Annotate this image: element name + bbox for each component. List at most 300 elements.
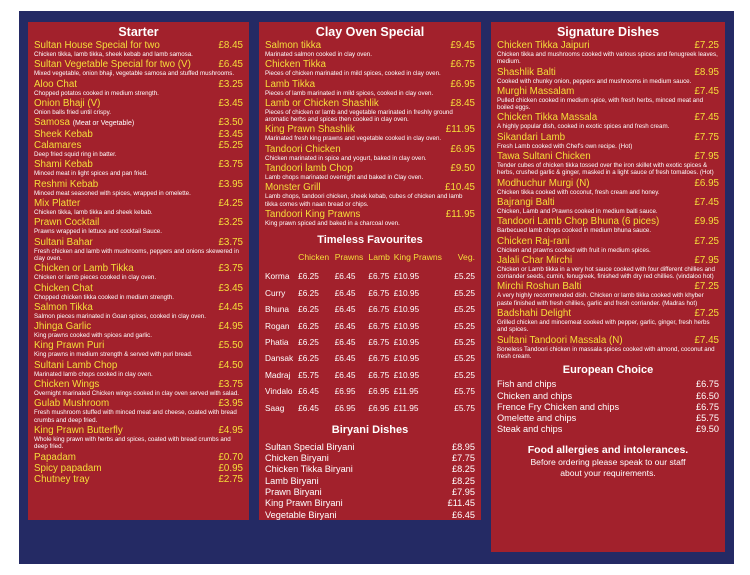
menu-item-name-text: Samosa [34, 117, 70, 129]
menu-item [34, 379, 243, 397]
menu-item-name [34, 217, 99, 228]
menu-item-price: £3.75 [218, 379, 243, 391]
price-cell: £10.95 [393, 271, 420, 282]
price-cell: £6.45 [334, 337, 356, 348]
menu-item-description: Chicken or Lamb tikka in a very hot sauce cooked with four different chillies and corriander seeds, cumin, fenugreek, finished with dry red chillies. (vindaloo hot) [497, 265, 715, 281]
menu-item-name [497, 151, 591, 162]
menu-item-name: Sultan Special Biryani [265, 441, 355, 452]
menu-item-price: £7.95 [694, 151, 719, 163]
menu-item-name-text: Mirchi Roshun Balti [497, 281, 582, 293]
menu-item-name: King Prawn Biryani [265, 498, 343, 509]
dish-name-cell: Phatia [265, 337, 289, 348]
menu-item-price: £7.45 [694, 196, 719, 208]
menu-item-name: Steak and chips [497, 424, 563, 435]
menu-item-name [497, 197, 555, 208]
menu-item-name [497, 335, 623, 346]
price-cell: £6.75 [368, 287, 390, 298]
menu-item-name-text: Tandoori lamb Chop [265, 163, 353, 175]
table-row [265, 350, 475, 366]
menu-item-head [265, 163, 475, 174]
menu-item-price: £7.25 [694, 235, 719, 247]
menu-item-head [497, 40, 719, 51]
menu-item-name [497, 86, 574, 97]
dish-name-cell: Vindalo [265, 386, 293, 397]
price-cell: £6.25 [298, 287, 319, 298]
menu-item-head [34, 117, 243, 129]
menu-item-name [34, 59, 191, 70]
menu-item-name-text: Chicken Wings [34, 379, 100, 391]
menu-item-description: Chicken or lamb pieces cooked in clay oven. [34, 274, 157, 282]
menu-item-price: £8.45 [218, 40, 243, 51]
menu-item-head [265, 59, 475, 70]
menu-item-head [497, 281, 719, 292]
menu-item-name: Chicken and chips [497, 390, 573, 401]
price-cell: £5.75 [454, 402, 475, 413]
price-cell: £6.95 [334, 402, 356, 413]
menu-item-name-text: Chicken or Lamb Tikka [34, 263, 134, 275]
menu-item-name-text: Sultani Tandoori Massala (N) [497, 334, 623, 346]
price-cell: £6.95 [368, 386, 390, 397]
menu-item-name [34, 425, 123, 436]
clay-oven-title: Clay Oven Special [315, 25, 425, 39]
menu-item-head [34, 398, 243, 409]
menu-item-name: Prawn Biryani [265, 486, 322, 497]
menu-item-head [34, 129, 243, 140]
menu-item-name-text: Modhuchur Murgi (N) [497, 177, 590, 189]
menu-item [34, 198, 243, 216]
menu-item-head [34, 360, 243, 371]
menu-item [265, 209, 475, 227]
menu-item-price: £4.25 [218, 198, 243, 210]
menu-item [497, 379, 719, 390]
price-cell: £6.25 [298, 271, 319, 282]
menu-item-head [34, 237, 243, 248]
price-cell: £6.45 [334, 271, 356, 282]
menu-item-price: £9.50 [696, 424, 719, 435]
menu-item-head [497, 216, 719, 227]
menu-item [265, 487, 475, 498]
menu-item-price: £6.95 [450, 78, 475, 90]
starter-title: Starter [118, 25, 159, 39]
menu-item-description: Mixed vegetable, onion bhaji, vegetable samosa and stuffed mushrooms. [34, 70, 235, 78]
menu-item-name: Lamb Biryani [265, 475, 319, 486]
menu-item-head [265, 144, 475, 155]
menu-item-price: £3.75 [218, 236, 243, 248]
menu-item [265, 163, 475, 181]
menu-item [497, 424, 719, 435]
menu-item-name [265, 144, 341, 155]
menu-item-name [265, 124, 355, 135]
menu-item-head [34, 79, 243, 90]
menu-item-name-text: Sultan House Special for two [34, 40, 160, 51]
menu-item-head [34, 140, 243, 151]
menu-item-name [497, 281, 581, 292]
menu-item-name-text: Aloo Chat [34, 78, 78, 90]
timeless-column-header: Veg. [457, 252, 475, 263]
price-cell: £5.25 [454, 353, 475, 364]
menu-item-price: £8.25 [452, 475, 475, 486]
menu-item-description: Cooked with chunky onion, peppers and mushrooms in medium sauce. [497, 77, 692, 85]
menu-item-description: A highly popular dish, cooked in exotic spices and fresh cream. [497, 123, 670, 131]
menu-item [497, 86, 719, 112]
menu-item-name-text: Calamares [34, 140, 82, 152]
menu-item [34, 474, 243, 485]
menu-item-price: £7.25 [694, 281, 719, 293]
menu-item [265, 510, 475, 520]
price-cell: £10.95 [393, 287, 420, 298]
menu-item [497, 40, 719, 66]
price-cell: £10.95 [393, 320, 420, 331]
menu-item [34, 217, 243, 235]
menu-item-description: Fresh mushroom stuffed with minced meat and cheese, coated with bread crumbs and deep fried. [34, 409, 237, 424]
menu-item-name: Fish and chips [497, 379, 557, 390]
table-row [265, 301, 475, 317]
menu-item-head [265, 182, 475, 193]
price-cell: £6.75 [368, 304, 390, 315]
menu-item-description: Chopped potatos cooked in medium strength. [34, 89, 159, 97]
menu-item-name [497, 178, 590, 189]
menu-item-description: Chicken tikka and mushrooms cooked with various spices and fenugreek leaves, medium. [497, 51, 718, 66]
table-row [265, 334, 475, 350]
menu-item-price: £3.25 [218, 217, 243, 229]
starter-list [34, 40, 243, 485]
menu-item-head [265, 124, 475, 135]
menu-item-name-text: Sultani Bahar [34, 236, 93, 248]
menu-item-price: £9.50 [450, 163, 475, 175]
menu-item-name-text: Papadam [34, 451, 76, 463]
menu-item-description: Chicken marinated in spice and yogurt, baked in clay oven. [265, 154, 427, 162]
price-cell: £6.75 [368, 271, 390, 282]
menu-item-description: Grilled chicken and mincemeat cooked with pepper, garlic, ginger, fresh herbs and spices. [497, 319, 710, 334]
menu-item [265, 59, 475, 77]
menu-item-price: £6.75 [450, 59, 475, 71]
menu-item-description: Deep fried squid ring in batter. [34, 151, 117, 159]
menu-item-name-text: Salmon Tikka [34, 301, 93, 313]
biryani-list [265, 442, 475, 520]
menu-item-name-text: Chicken Chat [34, 282, 93, 294]
menu-item-head [497, 86, 719, 97]
menu-item-head [34, 263, 243, 274]
menu-item-name [497, 216, 659, 227]
menu-item-price: £5.75 [696, 413, 719, 424]
menu-item-head [34, 425, 243, 436]
menu-item-price: £11.95 [445, 208, 475, 220]
menu-item-head [34, 340, 243, 351]
price-cell: £5.25 [454, 287, 475, 298]
menu-item [34, 463, 243, 474]
menu-item-head [265, 209, 475, 220]
menu-item-price: £3.25 [218, 78, 243, 90]
menu-item-head [497, 112, 719, 123]
menu-item [34, 129, 243, 140]
menu-item-description: Marinated salmon cooked in clay oven. [265, 51, 372, 58]
menu-item-description: King prawns cooked with spices and garlic. [34, 332, 152, 340]
menu-item-description: Overnight marinated Chicken wings cooked in clay oven served with salad. [34, 390, 239, 398]
menu-item-name [34, 474, 90, 485]
menu-item-head [497, 67, 719, 78]
menu-item-price: £6.50 [696, 390, 719, 401]
menu-item-name-text: Shashlik Balti [497, 66, 556, 78]
menu-item-price: £3.45 [218, 97, 243, 109]
menu-item-name [497, 236, 569, 247]
menu-item-name [34, 40, 160, 51]
european-list [497, 379, 719, 435]
menu-item-description: Marinated lamb chops cooked in clay oven. [34, 370, 153, 378]
timeless-table [265, 252, 475, 416]
menu-item-price: £3.75 [218, 159, 243, 171]
menu-item-price: £0.70 [218, 451, 243, 463]
menu-item-name-text: Onion Bhaji (V) [34, 97, 101, 109]
menu-item-price: £5.50 [218, 340, 243, 352]
menu-item [34, 237, 243, 263]
menu-item-price: £3.95 [218, 178, 243, 190]
menu-item-name-text: Reshmi Kebab [34, 178, 99, 190]
menu-item-description: King prawns in medium strength & served with puri bread. [34, 351, 193, 359]
menu-item [265, 40, 475, 58]
price-cell: £5.25 [454, 271, 475, 282]
allergy-line-2: about your requirements. [560, 467, 656, 478]
menu-item [34, 40, 243, 58]
menu-item-head [34, 198, 243, 209]
table-row [265, 268, 475, 284]
price-cell: £11.95 [393, 386, 419, 397]
menu-item-head [265, 79, 475, 90]
menu-item-price: £4.45 [218, 301, 243, 313]
menu-item-description: Lamb chops marinated overnight and baked in Clay oven. [265, 174, 424, 182]
menu-item-description: Onion balls fried until crispy. [34, 108, 111, 116]
menu-item [34, 425, 243, 451]
menu-item-price: £3.45 [218, 129, 243, 141]
menu-item [497, 178, 719, 196]
menu-item-name [34, 379, 99, 390]
menu-item-price: £0.95 [218, 462, 243, 474]
clay-oven-panel [259, 22, 481, 520]
menu-item-description: Minced meat seasoned with spices, wrapped in omelette. [34, 189, 191, 197]
menu-item-price: £6.45 [452, 509, 475, 520]
menu-item-price: £10.45 [445, 182, 475, 194]
menu-item-name-text: Spicy papadam [34, 462, 102, 474]
menu-item-head [497, 178, 719, 189]
menu-item-name [497, 255, 572, 266]
menu-item-description: Pieces of lamb marinated in mild spices, cooked in clay oven. [265, 89, 434, 97]
menu-item [265, 442, 475, 453]
menu-item-description: Lamb chops, tandoori chicken, sheek kebab, cubes of chicken and lamb tikka comes with naan bread or chips. [265, 193, 463, 208]
menu-item-price: £2.75 [218, 473, 243, 485]
menu-item [265, 182, 475, 208]
menu-item [497, 236, 719, 254]
menu-item-name [34, 159, 93, 170]
timeless-title: Timeless Favourites [317, 234, 423, 247]
menu-item-head [497, 236, 719, 247]
price-cell: £6.45 [334, 287, 356, 298]
menu-item-price: £8.95 [694, 66, 719, 78]
price-cell: £6.25 [298, 320, 319, 331]
price-cell: £6.45 [334, 369, 356, 380]
menu-item [265, 464, 475, 475]
signature-title: Signature Dishes [556, 25, 660, 39]
price-cell: £5.75 [454, 386, 475, 397]
menu-item [265, 498, 475, 509]
menu-item [265, 453, 475, 464]
allergy-line-1: Before ordering please speak to our staff [530, 456, 686, 467]
price-cell: £6.75 [368, 353, 390, 364]
timeless-body [265, 268, 475, 416]
menu-item-description: King prawn spiced and baked in a charcoal oven. [265, 219, 400, 227]
menu-item-name [34, 302, 93, 313]
price-cell: £10.95 [393, 337, 420, 348]
price-cell: £6.45 [334, 353, 356, 364]
menu-item-name-text: Sheek Kebab [34, 129, 93, 141]
menu-item-price: £6.75 [696, 401, 719, 412]
menu-item [497, 391, 719, 402]
menu-item-price: £6.75 [696, 379, 719, 390]
price-cell: £6.25 [298, 304, 319, 315]
menu-item [497, 308, 719, 334]
menu-item-name-text: King Prawn Butterfly [34, 424, 123, 436]
menu-item-name-text: Sultan Vegetable Special for two (V) [34, 59, 191, 71]
menu-item [34, 117, 243, 129]
menu-item-name: Chicken Biryani [265, 453, 329, 464]
dish-name-cell: Bhuna [265, 304, 289, 315]
menu-item-price: £7.45 [694, 334, 719, 346]
menu-item-name [34, 129, 93, 140]
menu-item-name [497, 308, 571, 319]
timeless-header-row [265, 252, 475, 268]
menu-item-description: Pieces of chicken or lamb and vegetable marinated in freshly ground aromatic herbs and spices then cooked in clay oven. [265, 108, 453, 124]
menu-item-note: (Meat or Vegetable) [72, 120, 135, 128]
menu-item-head [34, 283, 243, 294]
menu-item-price: £7.95 [452, 486, 475, 497]
menu-item-name-text: Chicken Tikka Jaipuri [497, 40, 590, 51]
table-row [265, 285, 475, 301]
menu-item [265, 124, 475, 142]
menu-item [34, 79, 243, 97]
menu-item-name [265, 59, 326, 70]
timeless-column-header: King Prawns [393, 252, 442, 263]
menu-item-name [34, 360, 117, 371]
price-cell: £6.95 [368, 402, 390, 413]
menu-item-description: Whole king prawn with herbs and spices, coated with bread crumbs and deep fried. [34, 435, 231, 451]
menu-item-price: £9.95 [694, 216, 719, 228]
menu-item-price: £8.45 [450, 97, 475, 109]
timeless-column-header: Prawns [334, 252, 364, 263]
menu-item-price: £4.95 [218, 424, 243, 436]
menu-item [34, 263, 243, 281]
price-cell: £6.45 [298, 402, 319, 413]
menu-item-price: £11.95 [445, 124, 475, 136]
menu-item-name-text: King Prawn Puri [34, 340, 105, 352]
menu-item-name [265, 98, 379, 109]
menu-item-description: Chicken tikka cooked with coconut, fresh cream and honey. [497, 188, 660, 196]
menu-item-price: £7.45 [694, 112, 719, 124]
menu-item-name [497, 40, 590, 51]
menu-item-description: Chopped chicken tikka cooked in medium strength. [34, 293, 174, 301]
menu-item-description: Pieces of chicken marinated in mild spices, cooked in clay oven. [265, 70, 441, 78]
menu-item-name-text: Prawn Cocktail [34, 217, 100, 229]
menu-item-head [34, 98, 243, 109]
menu-item-head [34, 379, 243, 390]
menu-item-head [265, 40, 475, 51]
price-cell: £11.95 [393, 402, 419, 413]
allergy-title: Food allergies and intolerances. [527, 443, 689, 456]
menu-item-name-text: Shami Kebab [34, 159, 93, 171]
menu-item [34, 340, 243, 358]
dish-name-cell: Curry [265, 287, 286, 298]
menu-item-description: Boneless Tandoori chicken in massala spices cooked with almond, coconut and fresh cream. [497, 345, 715, 360]
price-cell: £6.45 [334, 320, 356, 331]
menu-item-name [34, 452, 76, 463]
menu-item-name [497, 67, 556, 78]
menu-item-name [34, 283, 93, 294]
menu-item [34, 59, 243, 77]
menu-item-head [497, 308, 719, 319]
menu-item-price: £7.25 [694, 308, 719, 320]
menu-item-price: £7.75 [452, 453, 475, 464]
menu-item-price: £3.75 [218, 263, 243, 275]
menu-item-name [265, 209, 360, 220]
menu-item-name [34, 79, 77, 90]
menu-item [265, 98, 475, 124]
menu-item-name-text: Badshahi Delight [497, 308, 572, 320]
price-cell: £10.95 [393, 369, 420, 380]
menu-item-description: Chicken, Lamb and Prawns cooked in medium balti sauce. [497, 207, 658, 215]
menu-item-description: Barbecued lamb chops cooked in medium bhuna sauce. [497, 227, 652, 235]
dish-name-cell: Madraj [265, 369, 291, 380]
price-cell: £6.45 [334, 304, 356, 315]
menu-item [497, 255, 719, 281]
menu-item-name-text: Jalali Char Mirchi [497, 254, 573, 266]
timeless-column-header [265, 252, 298, 268]
menu-item-price: £3.45 [218, 282, 243, 294]
menu-item [497, 112, 719, 130]
signature-panel [491, 22, 725, 552]
price-cell: £6.75 [368, 369, 390, 380]
menu-item-name-text: Chicken Tikka [265, 59, 326, 71]
menu-item-name-text: Lamb Tikka [265, 78, 316, 90]
table-row [265, 399, 475, 415]
price-cell: £6.25 [298, 353, 319, 364]
menu-item-head [34, 217, 243, 228]
price-cell: £5.25 [454, 304, 475, 315]
menu-item [497, 132, 719, 150]
menu-item [34, 283, 243, 301]
menu-item [34, 452, 243, 463]
menu-item-name: Omelette and chips [497, 413, 577, 424]
menu-item-price: £8.25 [452, 464, 475, 475]
menu-item-price: £5.25 [218, 140, 243, 152]
menu-item-name [34, 140, 81, 151]
timeless-column-header: Lamb [368, 252, 390, 263]
menu-item-description: Pulled chicken cooked in medium spice, with fresh herbs, minced meat and boiled eggs. [497, 96, 704, 112]
menu-item-name-text: Bajrangi Balti [497, 196, 555, 208]
starter-panel [28, 22, 249, 520]
menu-item-description: Chicken and prawns cooked with fruit in medium spices. [497, 246, 651, 254]
menu-item [497, 151, 719, 177]
price-cell: £5.25 [454, 369, 475, 380]
price-cell: £10.95 [393, 304, 420, 315]
menu-item-price: £8.95 [452, 441, 475, 452]
table-row [265, 383, 475, 399]
menu-item [34, 140, 243, 158]
menu-item-price: £6.95 [694, 177, 719, 189]
dish-name-cell: Rogan [265, 320, 290, 331]
menu-item-name [34, 98, 100, 109]
menu-item-head [34, 159, 243, 170]
biryani-title: Biryani Dishes [331, 423, 409, 436]
menu-item [497, 413, 719, 424]
menu-item-name: Chicken Tikka Biryani [265, 464, 353, 475]
menu-item [265, 476, 475, 487]
